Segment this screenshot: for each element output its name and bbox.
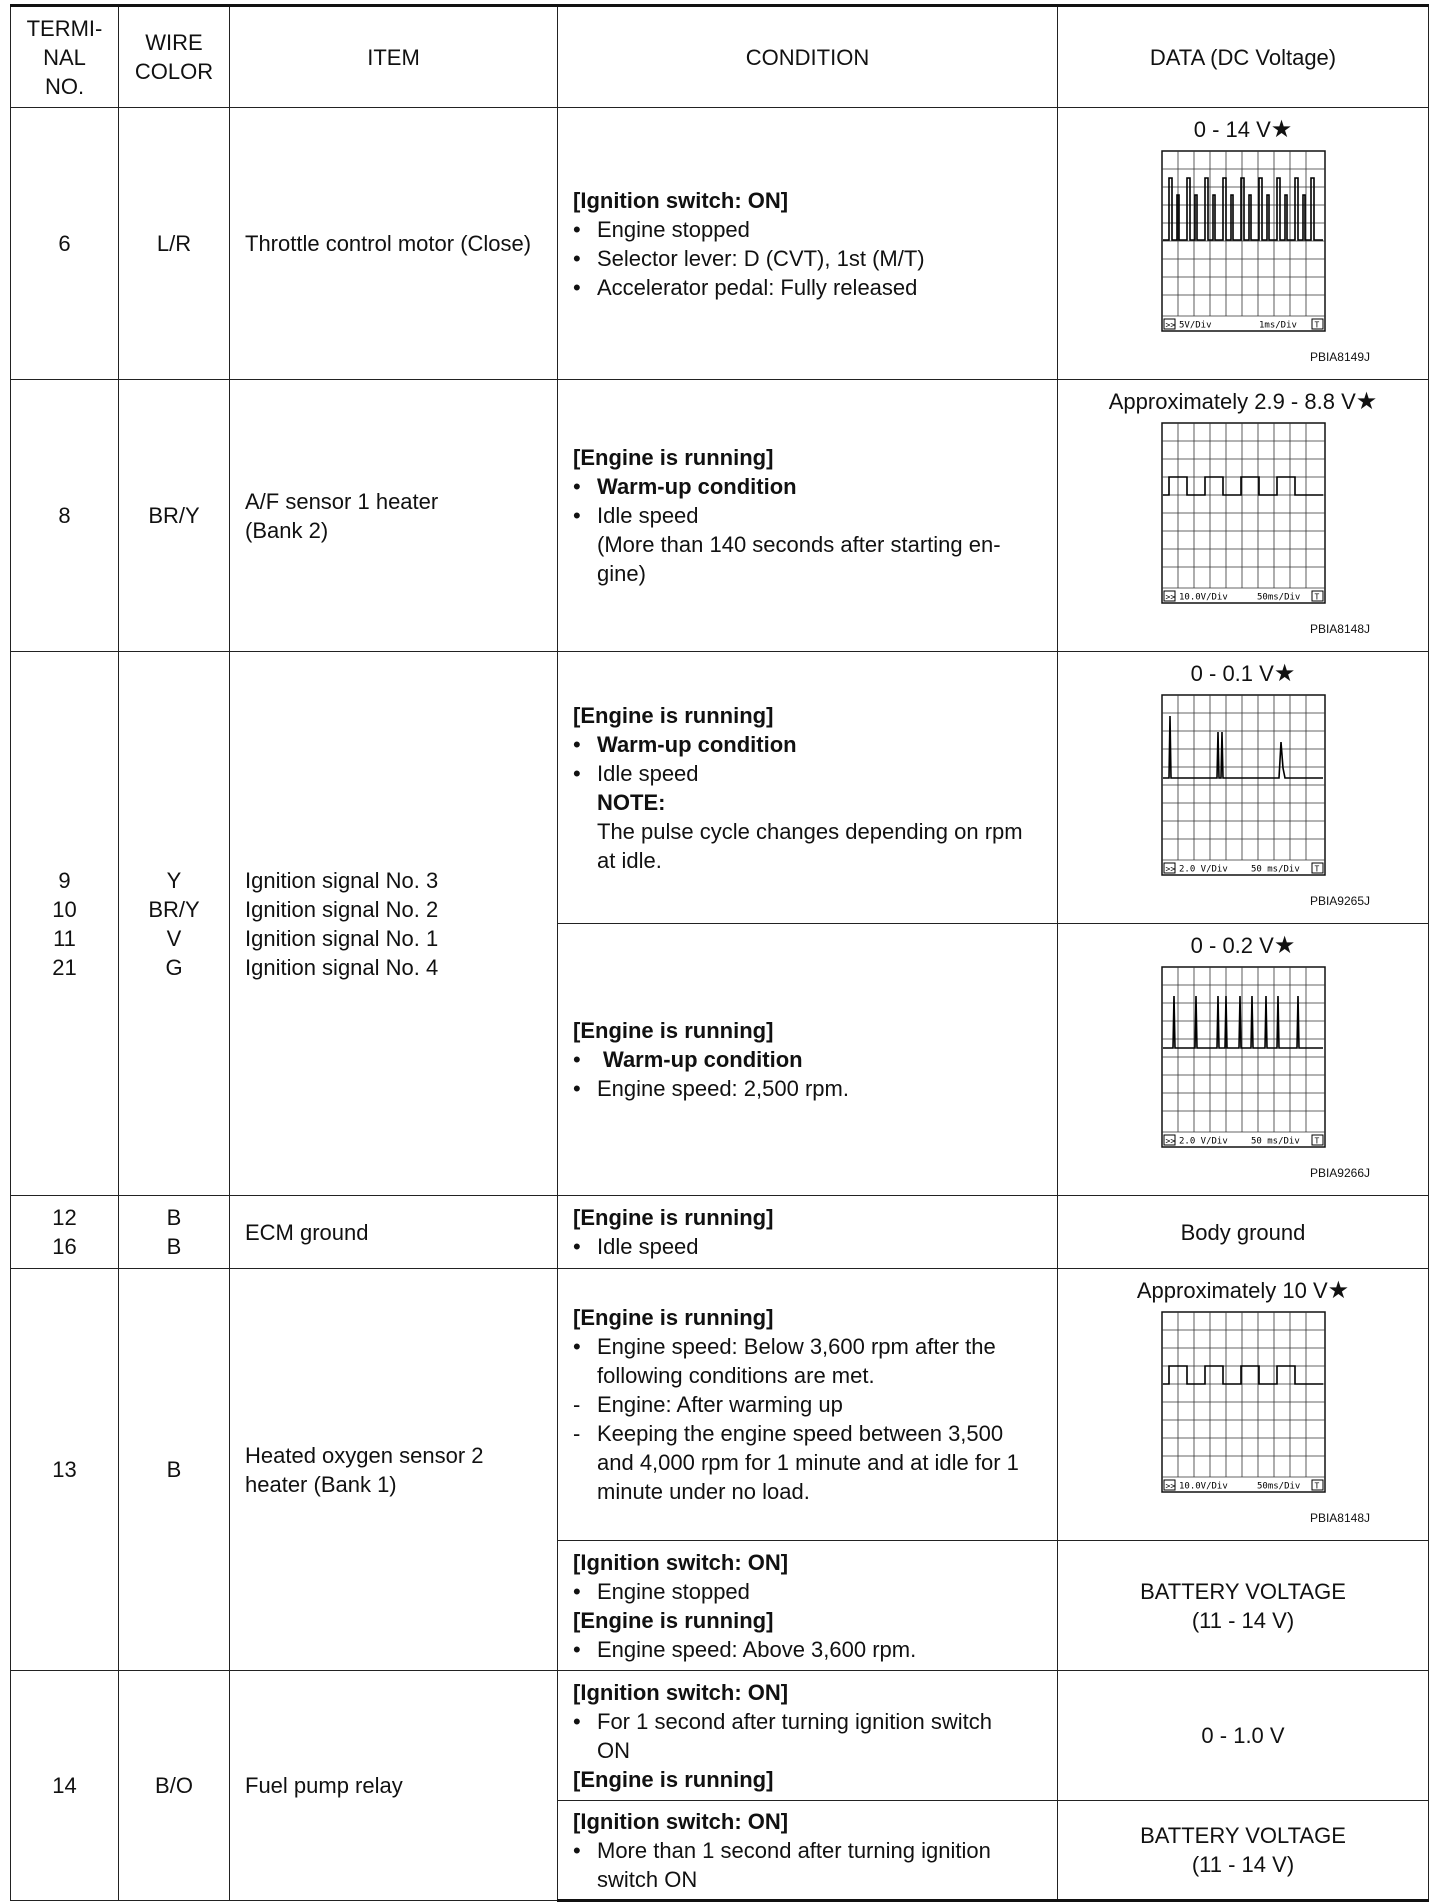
terminal-no: 6 — [11, 108, 119, 380]
wire-color-line: B — [166, 1205, 182, 1230]
condition-heading: [Engine is running] — [573, 1607, 774, 1633]
condition-line: The pulse cycle changes depending on rpm — [597, 818, 1023, 844]
condition — [558, 1196, 1058, 1269]
table-header-row — [11, 6, 1429, 108]
table-row — [11, 108, 1429, 380]
item-line: Ignition signal No. 4 — [245, 954, 439, 980]
condition — [558, 1671, 1058, 1801]
wire-color-line: G — [165, 954, 183, 980]
condition-line: (More than 140 seconds after starting en- — [597, 532, 1001, 557]
star-icon: ★ — [1327, 1277, 1350, 1304]
condition-line: Engine stopped — [597, 1578, 750, 1604]
condition — [558, 1801, 1058, 1901]
figure-id: PBIA8149J — [1309, 350, 1370, 364]
condition-line: Warm-up condition — [597, 474, 797, 499]
star-icon: ★ — [1273, 932, 1296, 959]
condition-line: Keeping the engine speed between 3,500 — [597, 1421, 1004, 1446]
voltage-caption: Approximately 2.9 - 8.8 V — [1108, 389, 1356, 414]
dash-marker: - — [573, 1421, 581, 1446]
condition-line: Warm-up condition — [597, 731, 797, 757]
item: Throttle control motor (Close) — [230, 108, 558, 380]
scope-time-div: 50ms/Div — [1256, 592, 1300, 603]
terminal-no — [11, 1196, 119, 1269]
star-icon: ★ — [1270, 116, 1293, 143]
star-icon: ★ — [1355, 388, 1378, 415]
terminal-no-line: 16 — [52, 1234, 77, 1259]
condition — [558, 380, 1058, 652]
terminal-no: 13 — [11, 1269, 119, 1671]
data-line: BATTERY VOLTAGE — [1140, 1823, 1346, 1848]
scope-trigger-label: T — [1314, 864, 1319, 874]
wire-color-line: BR/Y — [148, 896, 200, 922]
item-line: A/F sensor 1 heater — [245, 488, 439, 514]
bullet: • — [573, 731, 581, 757]
header-terminal-no: TERMI- NAL NO. — [11, 6, 119, 108]
note-label: NOTE: — [597, 789, 666, 815]
scope-volt-div: 2.0 V/Div — [1178, 1136, 1228, 1147]
data-line: BATTERY VOLTAGE — [1140, 1578, 1346, 1604]
scope-volt-div: 5V/Div — [1178, 320, 1212, 331]
data-cell: 0 - 1.0 V — [1058, 1671, 1429, 1801]
data-cell — [1058, 1801, 1429, 1901]
bullet: • — [573, 1047, 581, 1072]
header-condition: CONDITION — [558, 6, 1058, 108]
data-cell — [1058, 380, 1429, 652]
bullet: • — [573, 503, 581, 528]
condition-line: Accelerator pedal: Fully released — [597, 274, 918, 300]
wire-color: BR/Y — [119, 380, 230, 652]
condition — [558, 1269, 1058, 1541]
bullet: • — [573, 1076, 581, 1101]
bullet: • — [573, 1234, 581, 1259]
scope-trigger-label: T — [1314, 320, 1319, 330]
condition-heading: [Engine is running] — [573, 445, 774, 470]
condition — [558, 108, 1058, 380]
wire-color: L/R — [119, 108, 230, 380]
bullet: • — [573, 474, 581, 499]
table-row — [11, 652, 1429, 924]
figure-id: PBIA9266J — [1309, 1166, 1370, 1180]
star-icon: ★ — [1273, 660, 1296, 687]
condition-heading: [Ignition switch: ON] — [573, 187, 789, 213]
bullet: • — [573, 1636, 581, 1662]
item: ECM ground — [230, 1196, 558, 1269]
condition-line: at idle. — [597, 847, 662, 873]
scope-trigger-label: T — [1314, 1136, 1319, 1146]
wire-color — [119, 652, 230, 1196]
bullet: • — [573, 760, 581, 786]
waveform-scope — [1161, 966, 1326, 1148]
figure-id: PBIA8148J — [1309, 1511, 1370, 1525]
bullet: • — [573, 245, 581, 271]
item — [230, 652, 558, 1196]
condition-line: Engine speed: Below 3,600 rpm after the — [597, 1334, 996, 1359]
condition — [558, 924, 1058, 1196]
item — [230, 1269, 558, 1671]
ecm-terminal-table-page — [10, 4, 1428, 1902]
scope-time-div: 50 ms/Div — [1250, 1136, 1300, 1147]
bullet: • — [573, 1578, 581, 1604]
scope-time-div: 1ms/Div — [1258, 320, 1297, 331]
figure-id: PBIA8148J — [1309, 622, 1370, 636]
header-item: ITEM — [230, 6, 558, 108]
scope-volt-div: 2.0 V/Div — [1178, 864, 1228, 875]
condition-heading: [Engine is running] — [573, 1766, 774, 1792]
scope-trigger-label: T — [1314, 592, 1319, 602]
bullet: • — [573, 1334, 581, 1359]
wire-color — [119, 1196, 230, 1269]
item-line: (Bank 2) — [245, 517, 329, 543]
data-cell — [1058, 924, 1429, 1196]
scope-marker-arrow: >> — [1165, 592, 1175, 602]
waveform-scope — [1161, 1311, 1326, 1493]
terminal-no-line: 10 — [52, 896, 77, 922]
scope-volt-div: 10.0V/Div — [1178, 592, 1228, 603]
data-line: (11 - 14 V) — [1191, 1607, 1295, 1633]
data-cell — [1058, 652, 1429, 924]
data-cell — [1058, 1541, 1429, 1671]
scope-volt-div: 10.0V/Div — [1178, 1481, 1228, 1492]
item — [230, 380, 558, 652]
terminal-no: 8 — [11, 380, 119, 652]
table-row — [11, 380, 1429, 652]
terminal-no-line: 9 — [58, 867, 71, 893]
item-line: Ignition signal No. 2 — [245, 896, 439, 922]
condition-heading: [Ignition switch: ON] — [573, 1808, 789, 1834]
bullet: • — [573, 1708, 581, 1734]
terminal-no-line: 21 — [52, 954, 77, 980]
condition-line: More than 1 second after turning ignition — [597, 1837, 991, 1863]
voltage-caption: Approximately 10 V — [1136, 1278, 1328, 1303]
item-line: Ignition signal No. 3 — [245, 867, 439, 893]
waveform-scope — [1161, 150, 1326, 332]
condition-line: Engine speed: Above 3,600 rpm. — [597, 1636, 917, 1662]
wire-color-line: Y — [166, 867, 182, 893]
item-line: Heated oxygen sensor 2 — [245, 1442, 484, 1468]
condition-line: and 4,000 rpm for 1 minute and at idle for 1 — [597, 1450, 1019, 1475]
scope-marker-arrow: >> — [1165, 864, 1175, 874]
voltage-caption: 0 - 14 V — [1193, 117, 1271, 142]
wire-color: B — [119, 1269, 230, 1671]
data-cell — [1058, 108, 1429, 380]
condition-line: Engine: After warming up — [597, 1392, 843, 1417]
condition-heading: [Engine is running] — [573, 1305, 774, 1330]
terminal-no-line: 11 — [53, 925, 76, 951]
condition-line: For 1 second after turning ignition switch — [597, 1708, 992, 1734]
wire-color-line: B — [166, 1234, 182, 1259]
header-wire-color: WIRE COLOR — [119, 6, 230, 108]
condition-line: Idle speed — [597, 1234, 699, 1259]
table-row — [11, 1671, 1429, 1801]
condition-line: Idle speed — [597, 760, 699, 786]
wire-color: B/O — [119, 1671, 230, 1901]
condition-line: minute under no load. — [597, 1479, 810, 1504]
waveform-scope — [1161, 694, 1326, 876]
table-row — [11, 1196, 1429, 1269]
data-line: (11 - 14 V) — [1191, 1852, 1295, 1877]
condition-line: ON — [597, 1737, 630, 1763]
item-line: Ignition signal No. 1 — [245, 925, 439, 951]
condition-heading: [Ignition switch: ON] — [573, 1679, 789, 1705]
condition-heading: [Engine is running] — [573, 1205, 774, 1230]
condition-line: Engine speed: 2,500 rpm. — [597, 1076, 849, 1101]
terminal-no-line: 12 — [52, 1205, 77, 1230]
dash-marker: - — [573, 1392, 581, 1417]
terminal-no: 14 — [11, 1671, 119, 1901]
condition — [558, 652, 1058, 924]
figure-id: PBIA9265J — [1309, 894, 1370, 908]
data-cell: Body ground — [1058, 1196, 1429, 1269]
table-row — [11, 1269, 1429, 1541]
scope-marker-arrow: >> — [1165, 1136, 1175, 1146]
condition-line: Idle speed — [597, 503, 699, 528]
scope-time-div: 50 ms/Div — [1250, 864, 1300, 875]
condition-line: Engine stopped — [597, 216, 750, 242]
condition-heading: [Ignition switch: ON] — [573, 1549, 789, 1575]
condition-line: gine) — [597, 561, 646, 586]
condition-heading: [Engine is running] — [573, 1018, 774, 1043]
condition-line: switch ON — [597, 1866, 698, 1892]
condition-line: following conditions are met. — [597, 1363, 875, 1388]
scope-time-div: 50ms/Div — [1256, 1481, 1300, 1492]
scope-marker-arrow: >> — [1165, 320, 1175, 330]
condition-heading: [Engine is running] — [573, 702, 774, 728]
bullet: • — [573, 274, 581, 300]
header-data: DATA (DC Voltage) — [1058, 6, 1429, 108]
data-cell — [1058, 1269, 1429, 1541]
wire-color-line: V — [166, 925, 182, 951]
condition — [558, 1541, 1058, 1671]
waveform-scope — [1161, 422, 1326, 604]
scope-trigger-label: T — [1314, 1481, 1319, 1491]
voltage-caption: 0 - 0.2 V — [1190, 933, 1274, 958]
bullet: • — [573, 1837, 581, 1863]
voltage-caption: 0 - 0.1 V — [1190, 661, 1274, 686]
item: Fuel pump relay — [230, 1671, 558, 1901]
scope-marker-arrow: >> — [1165, 1481, 1175, 1491]
bullet: • — [573, 216, 581, 242]
condition-line: Selector lever: D (CVT), 1st (M/T) — [597, 245, 925, 271]
item-line: heater (Bank 1) — [245, 1471, 397, 1497]
condition-line: Warm-up condition — [603, 1047, 803, 1072]
terminal-no — [11, 652, 119, 1196]
ecm-terminal-table — [10, 4, 1429, 1902]
